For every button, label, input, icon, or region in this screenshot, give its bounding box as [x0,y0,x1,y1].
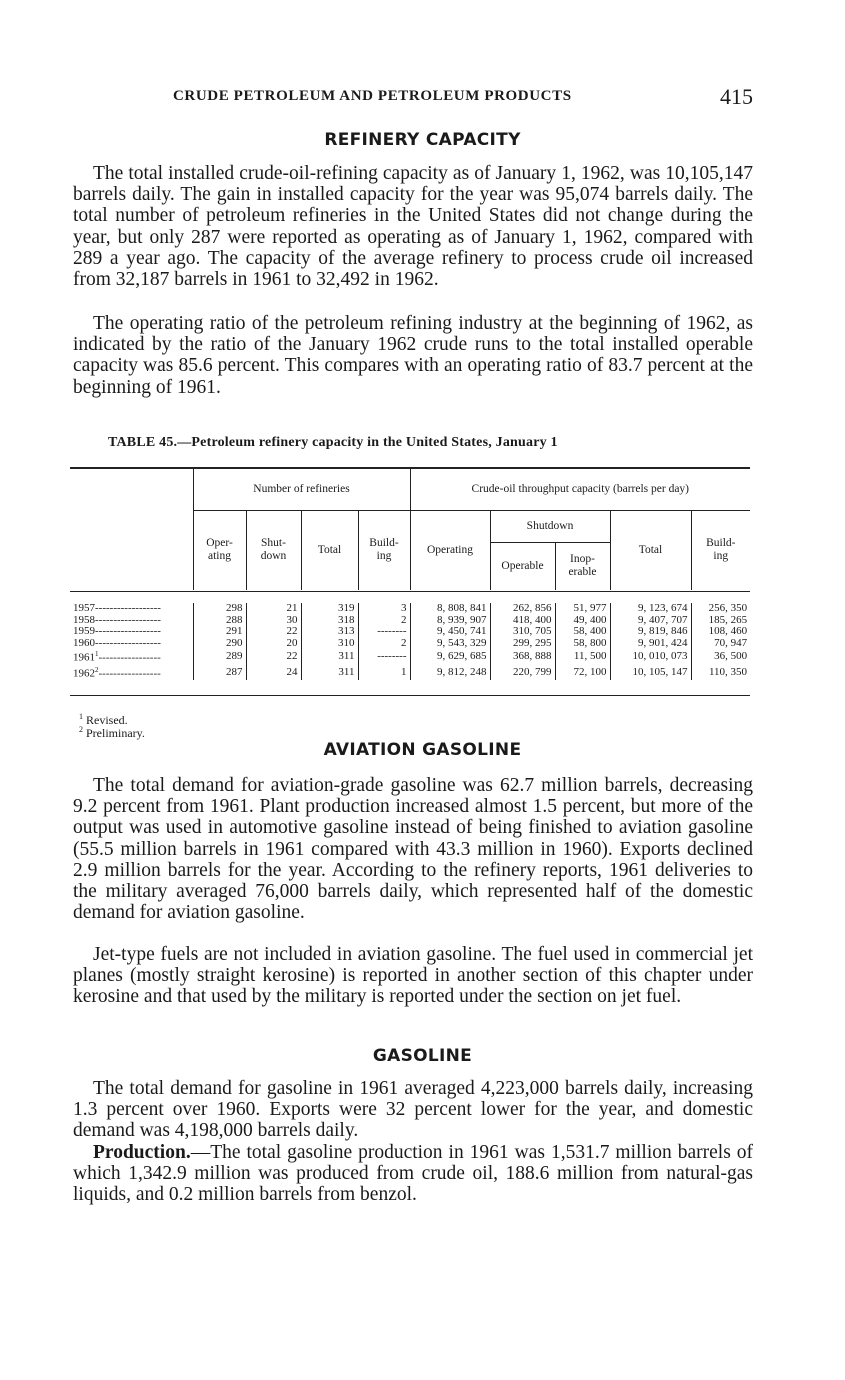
cap-total-cell: 9, 901, 424 [610,638,691,650]
section-title-refinery: REFINERY CAPACITY [324,130,521,150]
cap-building-cell: 185, 265 [691,615,750,627]
cap-inoperable-cell: 72, 100 [555,665,610,680]
col-header-cap-total: Total [610,510,691,590]
footnote-ref: 2 [95,665,99,674]
operating-cell: 287 [193,665,246,680]
total-cell: 318 [301,615,358,627]
cap-building-cell: 70, 947 [691,638,750,650]
cap-operating-cell: 9, 629, 685 [410,649,490,664]
refinery-paragraph-1: The total installed crude-oil-refining capacity as of January 1, 1962, was 10,105,147 barrels daily. The gain in installed capacity for the year was 95,074 barrels daily. The total number of petroleum refineries in the United States did not change during the year, but only 287 were reported as operating as of January 1, 1962, compared with 289 a year ago. The capacity of the average refinery to process crude oil increased from 32,187 barrels in 1961 to 32,492 in 1962. [73,163,753,291]
total-cell: 310 [301,638,358,650]
building-cell: -------- [358,626,410,638]
cap-operable-cell: 368, 888 [490,649,555,664]
cap-inoperable-cell: 11, 500 [555,649,610,664]
total-cell: 313 [301,626,358,638]
col-header-operable: Operable [490,542,555,590]
table-row: 1958------------------ 288 30 318 2 8, 939, 907 418, 400 49, 400 9, 407, 707 185, 265 [70,615,750,627]
cap-operable-cell: 262, 856 [490,603,555,615]
shutdown-cell: 22 [246,649,301,664]
operating-cell: 298 [193,603,246,615]
operating-cell: 288 [193,615,246,627]
shutdown-cell: 30 [246,615,301,627]
cap-operating-cell: 8, 808, 841 [410,603,490,615]
table-row: 1957------------------ 298 21 319 3 8, 808, 841 262, 856 51, 977 9, 123, 674 256, 350 [70,603,750,615]
table-row: 1962$^2$----------------- 287 24 311 1 9, 812, 248 220, 799 72, 100 10, 105, 147 110, 350 [70,665,750,680]
cap-total-cell: 9, 407, 707 [610,615,691,627]
operating-cell: 291 [193,626,246,638]
shutdown-cell: 24 [246,665,301,680]
cap-total-cell: 9, 819, 846 [610,626,691,638]
page-number: 415 [720,84,753,109]
building-cell: 3 [358,603,410,615]
col-header-shutdown: Shut- down [246,510,301,590]
col-header-total: Total [301,510,358,590]
building-cell: 1 [358,665,410,680]
cap-total-cell: 10, 010, 073 [610,649,691,664]
cap-building-cell: 108, 460 [691,626,750,638]
shutdown-cell: 21 [246,603,301,615]
footnote-ref: 1 [95,650,99,659]
footnote-1: $^1$ Revised. [79,712,128,727]
building-cell: 2 [358,615,410,627]
building-cell: -------- [358,649,410,664]
table-row: 1959------------------ 291 22 313 -------- 9, 450, 741 310, 705 58, 400 9, 819, 846 108, 460 [70,626,750,638]
shutdown-cell: 22 [246,626,301,638]
table-title: TABLE 45.—Petroleum refinery capacity in the United States, January 1 [108,435,558,450]
shutdown-cell: 20 [246,638,301,650]
cap-inoperable-cell: 58, 400 [555,626,610,638]
group-header-capacity: Crude-oil throughput capacity (barrels per day) [410,468,750,510]
operating-cell: 290 [193,638,246,650]
group-header-refineries: Number of refineries [193,468,410,510]
cap-operable-cell: 299, 295 [490,638,555,650]
operating-cell: 289 [193,649,246,664]
cap-building-cell: 256, 350 [691,603,750,615]
refinery-paragraph-2: The operating ratio of the petroleum refining industry at the beginning of 1962, as indicated by the ratio of the January 1962 crude runs to the total installed operable capacity was 85.6 percent. This compares with an operating ratio of 83.7 percent at the beginning of 1961. [73,313,753,398]
cap-total-cell: 9, 123, 674 [610,603,691,615]
cap-inoperable-cell: 58, 800 [555,638,610,650]
col-header-inoperable: Inop- erable [555,542,610,590]
total-cell: 311 [301,665,358,680]
building-cell: 2 [358,638,410,650]
cap-operable-cell: 220, 799 [490,665,555,680]
cap-inoperable-cell: 49, 400 [555,615,610,627]
aviation-paragraph-1: The total demand for aviation-grade gasoline was 62.7 million barrels, decreasing 9.2 percent from 1961. Plant production increased almost 1.5 percent, but more of the output was used in automotive gasoline instead of being finished to aviation gasoline (55.5 million barrels in 1961 compared with 43.3 million in 1960). Exports declined 2.9 million barrels for the year. According to the refinery reports, 1961 deliveries to the military averaged 76,000 barrels daily, which represented half of the domestic demand for aviation gasoline. [73,775,753,924]
cap-operating-cell: 8, 939, 907 [410,615,490,627]
table-body [70,591,750,696]
col-header-cap-shutdown: Shutdown [490,510,610,542]
table-row: 1961$^1$----------------- 289 22 311 -------- 9, 629, 685 368, 888 11, 500 10, 010, 073 36, 500 [70,649,750,664]
cap-inoperable-cell: 51, 977 [555,603,610,615]
section-title-aviation: AVIATION GASOLINE [323,740,522,760]
running-title: CRUDE PETROLEUM AND PETROLEUM PRODUCTS [173,88,572,104]
cap-operable-cell: 418, 400 [490,615,555,627]
cap-operable-cell: 310, 705 [490,626,555,638]
cap-operating-cell: 9, 450, 741 [410,626,490,638]
refinery-capacity-table [70,467,750,696]
stub-header [70,468,193,590]
gasoline-paragraph-2: Production.—The total gasoline production in 1961 was 1,531.7 million barrels of which 1,342.9 million was produced from crude oil, 188.6 million from natural-gas liquids, and 0.2 million barrels from benzol. [73,1142,753,1206]
col-header-building: Build- ing [358,510,410,590]
col-header-cap-operating: Operating [410,510,490,590]
col-header-cap-building: Build- ing [691,510,750,590]
cap-building-cell: 110, 350 [691,665,750,680]
year-cell: 1957 [73,602,95,615]
aviation-paragraph-2: Jet-type fuels are not included in aviation gasoline. The fuel used in commercial jet planes (mostly straight kerosine) is reported in another section of this chapter under kerosine and that used by the military is reported under the section on jet fuel. [73,944,753,1008]
col-header-operating: Oper- ating [193,510,246,590]
year-cell: 1962 [73,667,95,680]
year-cell: 1959 [73,625,95,638]
production-lead: Production. [93,1142,191,1163]
cap-total-cell: 10, 105, 147 [610,665,691,680]
year-cell: 1961 [73,652,95,665]
cap-building-cell: 36, 500 [691,649,750,664]
section-title-gasoline: GASOLINE [372,1046,473,1066]
year-cell: 1960 [73,636,95,649]
cap-operating-cell: 9, 543, 329 [410,638,490,650]
table-row: 1960------------------ 290 20 310 2 9, 543, 329 299, 295 58, 800 9, 901, 424 70, 947 [70,638,750,650]
gasoline-paragraph-1: The total demand for gasoline in 1961 averaged 4,223,000 barrels daily, increasing 1.3 percent over 1960. Exports were 32 percent lower for the year, and domestic demand was 4,198,000 barrels daily. [73,1078,753,1142]
year-cell: 1958 [73,613,95,626]
total-cell: 311 [301,649,358,664]
cap-operating-cell: 9, 812, 248 [410,665,490,680]
total-cell: 319 [301,603,358,615]
footnote-2: $^2$ Preliminary. [79,725,145,740]
page-header [73,84,755,112]
